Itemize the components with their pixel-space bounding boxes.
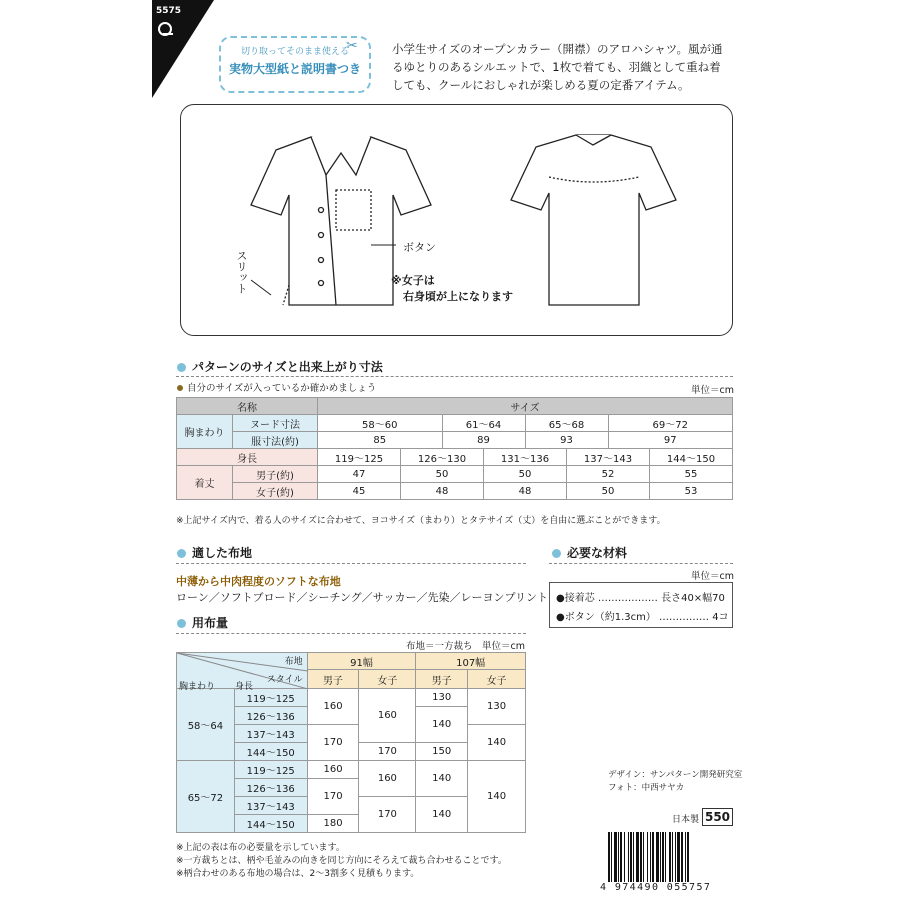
height-row: 144〜150: [234, 815, 307, 833]
barcode-bar: [608, 832, 610, 882]
bullet-icon: [177, 385, 183, 391]
height-value: 137〜143: [567, 449, 650, 466]
barcode-bar: [614, 832, 617, 882]
barcode-bar: [624, 832, 625, 882]
g1-m91-a: 160: [307, 689, 359, 725]
height-label: 身長: [177, 449, 318, 466]
bullet-icon: [552, 549, 561, 558]
height-row: 137〜143: [234, 725, 307, 743]
barcode-bar: [672, 832, 673, 882]
g1-m91-b: 170: [307, 725, 359, 761]
group2-chest: 65〜72: [177, 761, 235, 833]
brand-logo-icon: [158, 22, 172, 36]
barcode-bar: [681, 832, 683, 882]
g2-f91-b: 170: [359, 797, 416, 833]
g1-m107-4: 150: [416, 743, 468, 761]
g2-m107-b: 140: [416, 797, 468, 833]
bullet-icon: [177, 619, 186, 628]
corner-height: 身長: [235, 682, 254, 692]
garment-value: 89: [442, 432, 525, 449]
nude-value: 61〜64: [442, 415, 525, 432]
divider: [176, 633, 526, 634]
barcode-bar: [652, 832, 654, 882]
boys-value: 55: [650, 466, 733, 483]
g2-f91-a: 160: [359, 761, 416, 797]
g2-m91-4: 180: [307, 815, 359, 833]
badge-line2: 実物大型紙と説明書つき: [228, 62, 361, 76]
boys-value: 50: [401, 466, 484, 483]
col-size: サイズ: [318, 398, 733, 415]
fabric-section-title: [177, 544, 252, 561]
group1-chest: 58〜64: [177, 689, 235, 761]
yardage-note: ※一方裁ちとは、柄や毛並みの向きを同じ方向にそろえて裁ち合わせることです。: [176, 856, 507, 866]
girls-value: 45: [318, 483, 401, 500]
barcode-bar: [611, 832, 612, 882]
fabric-line1: 中薄から中肉程度のソフトな布地: [176, 575, 341, 588]
size-table: [176, 397, 733, 500]
back-shirt-icon: [511, 135, 676, 305]
yardage-notes: [176, 842, 507, 881]
g2-m91-1: 160: [307, 761, 359, 779]
width-91: 91幅: [307, 653, 416, 670]
g1-f107-a: 130: [468, 689, 526, 725]
shirt-illustration-frame: [180, 104, 733, 336]
boys-label: 男子(約): [233, 466, 318, 483]
price-box: 550: [702, 808, 733, 826]
barcode-bar: [687, 832, 689, 882]
yardage-unit: 布地＝一方裁ち 単位＝cm: [406, 641, 525, 652]
size-note: ※上記サイズ内で、着る人のサイズに合わせて、ヨコサイズ（まわり）とタテサイズ（丈）を自由に選ぶことができます。: [176, 516, 666, 526]
nude-value: 69〜72: [608, 415, 733, 432]
height-value: 131〜136: [484, 449, 567, 466]
barcode-bar: [633, 832, 634, 882]
yardage-section-title: [177, 614, 228, 631]
barcode-bar: [656, 832, 659, 882]
yardage-corner: [177, 653, 308, 692]
garment-value: 97: [608, 432, 733, 449]
corner-style: スタイル: [266, 675, 303, 685]
barcode-bar: [685, 832, 686, 882]
barcode-bar: [643, 832, 644, 882]
barcode-bar: [620, 832, 622, 882]
made-in: 日本製: [672, 815, 700, 825]
button-callout: ボタン: [403, 241, 436, 254]
size-section-title: [177, 358, 383, 375]
girls-value: 48: [484, 483, 567, 500]
height-row: 119〜125: [234, 761, 307, 779]
g1-f107-b: 140: [468, 725, 526, 761]
barcode-bar: [677, 832, 680, 882]
style-girls: 女子: [359, 670, 416, 689]
barcode-bar: [665, 832, 666, 882]
g2-f107: 140: [468, 761, 526, 833]
barcode-bar: [628, 832, 629, 882]
girls-label: 女子(約): [233, 483, 318, 500]
material-buttons: ●ボタン（約1.3cm） …………… 4コ: [556, 612, 729, 623]
chest-label: 胸まわり: [177, 415, 233, 449]
corner-chest: 胸まわり: [179, 682, 216, 692]
style-girls: 女子: [468, 670, 526, 689]
style-boys: 男子: [416, 670, 468, 689]
bullet-icon: [177, 363, 186, 372]
height-row: 144〜150: [234, 743, 307, 761]
width-107: 107幅: [416, 653, 526, 670]
badge-line1: 切り取ってそのまま使える: [240, 47, 349, 57]
yardage-note: ※上記の表は布の必要量を示しています。: [176, 843, 345, 853]
height-row: 126〜136: [234, 779, 307, 797]
barcode-bar: [669, 832, 671, 882]
boys-value: 50: [484, 466, 567, 483]
material-interfacing: ●接着芯 ……………… 長さ40×幅70: [556, 593, 725, 604]
length-label: 着丈: [177, 466, 233, 500]
divider: [176, 376, 733, 377]
girls-value: 50: [567, 483, 650, 500]
scissors-icon: ✂: [346, 38, 358, 54]
height-row: 126〜136: [234, 707, 307, 725]
height-value: 119〜125: [318, 449, 401, 466]
boys-value: 52: [567, 466, 650, 483]
barcode-bar: [650, 832, 651, 882]
height-value: 126〜130: [401, 449, 484, 466]
size-title-text: パターンのサイズと出来上がり寸法: [192, 360, 383, 374]
height-row: 137〜143: [234, 797, 307, 815]
divider: [176, 563, 526, 564]
bullet-icon: [177, 549, 186, 558]
barcode-bar: [675, 832, 676, 882]
credit-photo: フォト：中西サヤカ: [608, 783, 685, 793]
corner-fabric: 布地: [284, 657, 303, 667]
materials-box: [549, 582, 733, 628]
nude-label: ヌード寸法: [233, 415, 318, 432]
garment-label: 服寸法(約): [233, 432, 318, 449]
fabric-title-text: 適した布地: [192, 546, 253, 560]
girls-value: 53: [650, 483, 733, 500]
yardage-title-text: 用布量: [192, 616, 229, 630]
g1-m107-2: 140: [416, 707, 468, 743]
g1-f91-b: 170: [359, 743, 416, 761]
col-name: 名称: [177, 398, 318, 415]
boys-value: 47: [318, 466, 401, 483]
credits: [608, 769, 742, 795]
fabric-line2: ローン／ソフトブロード／シーチング／サッカー／先染／レーヨンプリント: [176, 591, 549, 604]
girls-value: 48: [401, 483, 484, 500]
barcode-number: 4 974490 055757: [600, 882, 712, 893]
g2-m91-b: 170: [307, 779, 359, 815]
g1-m107-1: 130: [416, 689, 468, 707]
girls-note-1: ※女子は: [391, 274, 435, 287]
pattern-code: 5575: [156, 6, 182, 16]
g1-f91-a: 160: [359, 689, 416, 743]
yardage-note: ※柄合わせのある布地の場合は、2〜3割多く見積もります。: [176, 869, 420, 879]
size-unit: 単位＝cm: [691, 385, 734, 396]
nude-value: 65〜68: [525, 415, 608, 432]
slit-callout: スリット: [235, 250, 248, 294]
intro-text: 小学生サイズのオープンカラー（開襟）のアロハシャツ。風が通るゆとりのあるシルエットで、1枚で着ても、羽織として重ね着しても、クールにおしゃれが楽しめる夏の定番アイテム。: [392, 42, 723, 92]
materials-unit: 単位＝cm: [691, 571, 734, 582]
divider: [549, 563, 733, 564]
yardage-table: [176, 652, 526, 833]
garment-value: 93: [525, 432, 608, 449]
materials-title-text: 必要な材料: [567, 546, 628, 560]
size-subtitle-text: 自分のサイズが入っているか確かめましょう: [187, 383, 377, 394]
garment-value: 85: [318, 432, 443, 449]
materials-section-title: [552, 544, 627, 561]
barcode-bar: [662, 832, 664, 882]
credit-design: デザイン：サンパターン開発研究室: [608, 770, 743, 780]
barcode-bar: [640, 832, 642, 882]
g2-m107-a: 140: [416, 761, 468, 797]
barcode-bar: [630, 832, 632, 882]
height-row: 119〜125: [234, 689, 307, 707]
barcode-icon: [608, 832, 733, 882]
size-subtitle: [177, 380, 376, 394]
barcode-bar: [660, 832, 661, 882]
barcode-bar: [636, 832, 639, 882]
girls-note-2: 右身頃が上になります: [403, 290, 513, 303]
style-boys: 男子: [307, 670, 359, 689]
height-value: 144〜150: [650, 449, 733, 466]
barcode-bar: [618, 832, 619, 882]
barcode-bar: [647, 832, 648, 882]
nude-value: 58〜60: [318, 415, 443, 432]
